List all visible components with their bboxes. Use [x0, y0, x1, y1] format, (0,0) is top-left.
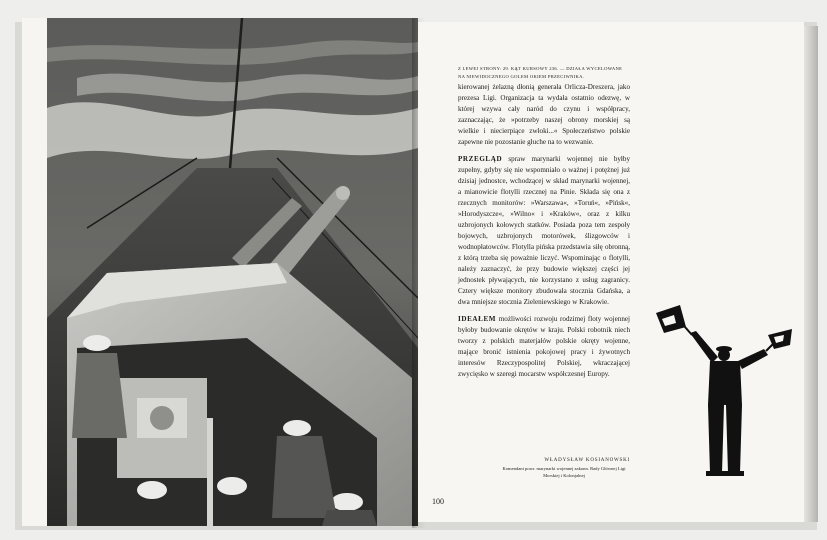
flag-signaller-silhouette: [656, 305, 796, 477]
signature-role: Komendant powr. marynarki wojennej zakonn. Rady Głównej Ligi Morskiej i Kolonjalnej: [502, 466, 626, 478]
photo-caption: Z LEWEJ STRONY: 29. KĄT KURSOWY 236. — DZIAŁA WYCELOWANE NA NIEWIDOCZNEGO GOLEM OKIEM PRZECIWNIKA.: [458, 66, 623, 79]
signature-name: WŁADYSŁAW KOSIANOWSKI: [544, 458, 630, 463]
ship-deck-photo: [47, 18, 418, 526]
paragraph-1: kierowanej żelazną dłonią generała Orlicza-Dreszera, jako prezesa Ligi. Organizacja ta wydała ostatnio odezwę, w której wzywa cały naród do czynu i współpracy, zaznaczając, że »potrzeby naszej obrony morskiej są wielkie i niecierpiące zwłoki...« Społeczeństwo polskie zapewne nie pozostanie głuche na to wezwanie.: [458, 83, 630, 146]
text-column: [458, 82, 630, 386]
page-edges: [804, 26, 818, 522]
paragraph-2-text: spraw marynarki wojennej nie byłby zupełny, gdyby się nie wspomniało o ważnej i potężnej już dzisiaj jednostce, wchodzącej w skład marynarki wojennej, a mianowicie flotylli rzecznej na Pinie. Składa się ona z rzecznych monitorów: »Warszawa«, »Toruń«, »Pińsk«, »Horodyszcze«, »Wilno« i »Kraków«, oraz z kilku uzbrojonych kołowych statków. Posiada poza tem zespoły bojowych, uzbrojonych motorówek, ślizgowców i wodnopłatowców. Flotylla pińska przedstawia siłę obronną, z którą trzeba się poważnie liczyć. Wspominając o flotylli, należy zaznaczyć, że przy budowie większej części jej jednostek pływających, nie korzystano z usług zagranicy. Cztery większe monitory zbudowała stocznia Gdańska, a dwa mniejsze stocznia Zieleniewskiego w Krakowie.: [458, 155, 630, 306]
page-number: 100: [432, 497, 444, 506]
right-page: [418, 22, 804, 522]
paragraph-3-text: możliwości rozwoju rodzimej floty wojennej byłoby budowanie okrętów w kraju. Polski robotnik niech tworzy z polskich materjałów polskie okręty wojenne, mające bronić istnienia pokojowej pracy i żywotnych interesów Rzeczypospolitej Polskiej, wkraczającej zwycięsko w szeregi mocarstw współczesnej Europy.: [458, 315, 630, 378]
paragraph-3: [458, 314, 630, 380]
lead-word-1: PRZEGLĄD: [458, 155, 503, 163]
paragraph-2: [458, 154, 630, 308]
left-page: [22, 18, 418, 526]
lead-word-2: IDEAŁEM: [458, 315, 497, 323]
signature-block: [498, 458, 630, 479]
